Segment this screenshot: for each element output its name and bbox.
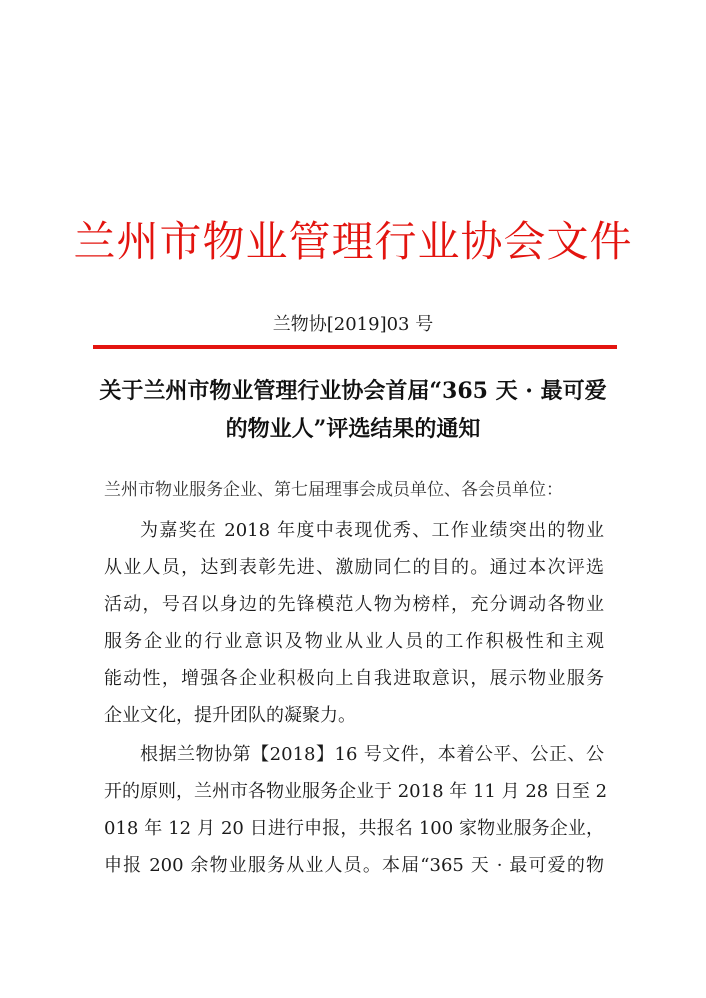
paragraph-line: 开的原则，兰州市各物业服务企业于 2018 年 11 月 28 日至 2 xyxy=(104,781,608,802)
red-divider-rule xyxy=(93,345,617,349)
paragraph-line: 活动，号召以身边的先锋模范人物为榜样，充分调动各物业 xyxy=(104,594,604,615)
paragraph-line: 企业文化，提升团队的凝聚力。 xyxy=(104,705,356,726)
paragraph-line: 根据兰物协第【2018】16 号文件，本着公平、公正、公 xyxy=(140,744,604,765)
paragraph-line: 018 年 12 月 20 日进行申报，共报名 100 家物业服务企业， xyxy=(104,818,604,839)
paragraph-line: 申报 200 余物业服务从业人员。本届“365 天 · 最可爱的物 xyxy=(104,855,604,876)
paragraph-line: 服务企业的行业意识及物业从业人员的工作积极性和主观 xyxy=(104,631,604,652)
notice-title xyxy=(60,372,646,448)
body-paragraph-1 xyxy=(104,512,604,734)
paragraph-line: 能动性，增强各企业积极向上自我进取意识，展示物业服务 xyxy=(104,668,604,689)
salutation: 兰州市物业服务企业、第七届理事会成员单位、各会员单位： xyxy=(104,480,563,500)
document-number: 兰物协[2019]03 号 xyxy=(272,314,434,335)
notice-title-line-2: 的物业人”评选结果的通知 xyxy=(225,416,481,442)
paragraph-line: 为嘉奖在 2018 年度中表现优秀、工作业绩突出的物业 xyxy=(140,520,604,541)
document-header-title: 兰州市物业管理行业协会文件 xyxy=(73,217,633,266)
body-paragraph-2 xyxy=(104,736,608,884)
paragraph-line: 从业人员，达到表彰先进、激励同仁的目的。通过本次评选 xyxy=(104,557,604,578)
notice-title-line-1: 关于兰州市物业管理行业协会首届“365 天 · 最可爱 xyxy=(99,378,607,404)
